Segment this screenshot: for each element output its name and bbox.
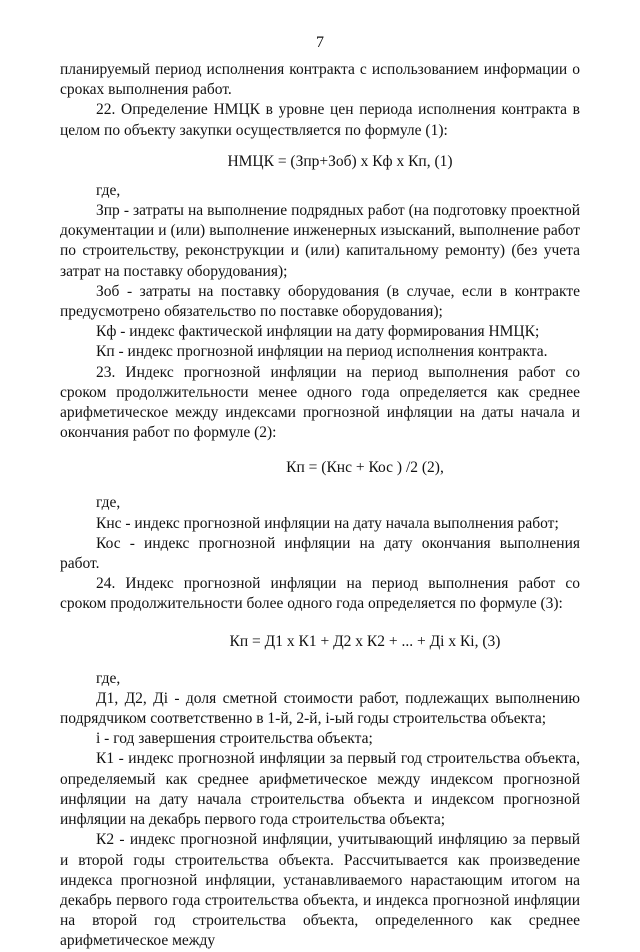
page-number: 7	[316, 34, 324, 51]
definition-k2: К2 - индекс прогнозной инфляции, учитывающий инфляцию за первый и второй годы строительства объекта. Рассчитывается как произведение индекса прогнозной инфляции, устанавливаемого нарастающим итогом на декабрь первого года строительства объекта, и индекса прогнозной инфляции на второй год строительства объекта, определенного как среднее арифметическое между	[60, 831, 580, 950]
formula-1: НМЦК = (Зпр+Зоб) х Кф х Кп, (1)	[227, 152, 453, 170]
definition-kos: Кос - индекс прогнозной инфляции на дату окончания выполнения работ.	[60, 534, 580, 573]
paragraph-23: 23. Индекс прогнозной инфляции на период выполнения работ со сроком продолжительности менее одного года определяется как среднее арифметическое между индексами прогнозной инфляции на даты начала и окончания работ по формуле (2):	[60, 363, 580, 442]
definition-kf: Кф - индекс фактической инфляции на дату формирования НМЦК;	[96, 323, 540, 341]
where-label-1: где,	[96, 181, 121, 199]
where-label-3: где,	[96, 669, 121, 687]
formula-3: Кп = Д1 х К1 + Д2 х К2 + ... + Дi х Кi, (3)	[229, 632, 501, 650]
definition-kp: Кп - индекс прогнозной инфляции на период исполнения контракта.	[96, 343, 548, 361]
paragraph-22: 22. Определение НМЦК в уровне цен периода исполнения контракта в целом по объекту закупки осуществляется по формуле (1):	[60, 101, 580, 139]
definition-i: i - год завершения строительства объекта;	[96, 730, 373, 748]
paragraph-continuation: планируемый период исполнения контракта с использованием информации о сроках выполнения работ.	[60, 61, 580, 99]
definition-zob: Зоб - затраты на поставку оборудования (в случае, если в контракте предусмотрено обязательство по поставке оборудования);	[60, 282, 580, 321]
definition-kns: Кнс - индекс прогнозной инфляции на дату начала выполнения работ;	[96, 514, 559, 532]
definition-d: Д1, Д2, Дi - доля сметной стоимости работ, подлежащих выполнению подрядчиком соответственно в 1-й, 2-й, i-ый годы строительства объекта;	[60, 689, 580, 728]
where-label-2: где,	[96, 494, 121, 512]
definition-k1: К1 - индекс прогнозной инфляции за первый год строительства объекта, определяемый как среднее арифметическое между индексом прогнозной инфляции на дату начала строительства объекта и индексом прогнозной инфляции на декабрь первого года строительства объекта;	[60, 750, 580, 829]
formula-2: Кп = (Кнс + Кос ) /2 (2),	[286, 459, 444, 477]
definition-zpr: Зпр - затраты на выполнение подрядных работ (на подготовку проектной документации и (или) выполнение инженерных изысканий, выполнение работ по строительству, реконструкции и (или) капитальному ремонту) (без учета затрат на поставку оборудования);	[60, 202, 580, 280]
paragraph-24: 24. Индекс прогнозной инфляции на период выполнения работ со сроком продолжительности более одного года определяется по формуле (3):	[60, 575, 580, 613]
